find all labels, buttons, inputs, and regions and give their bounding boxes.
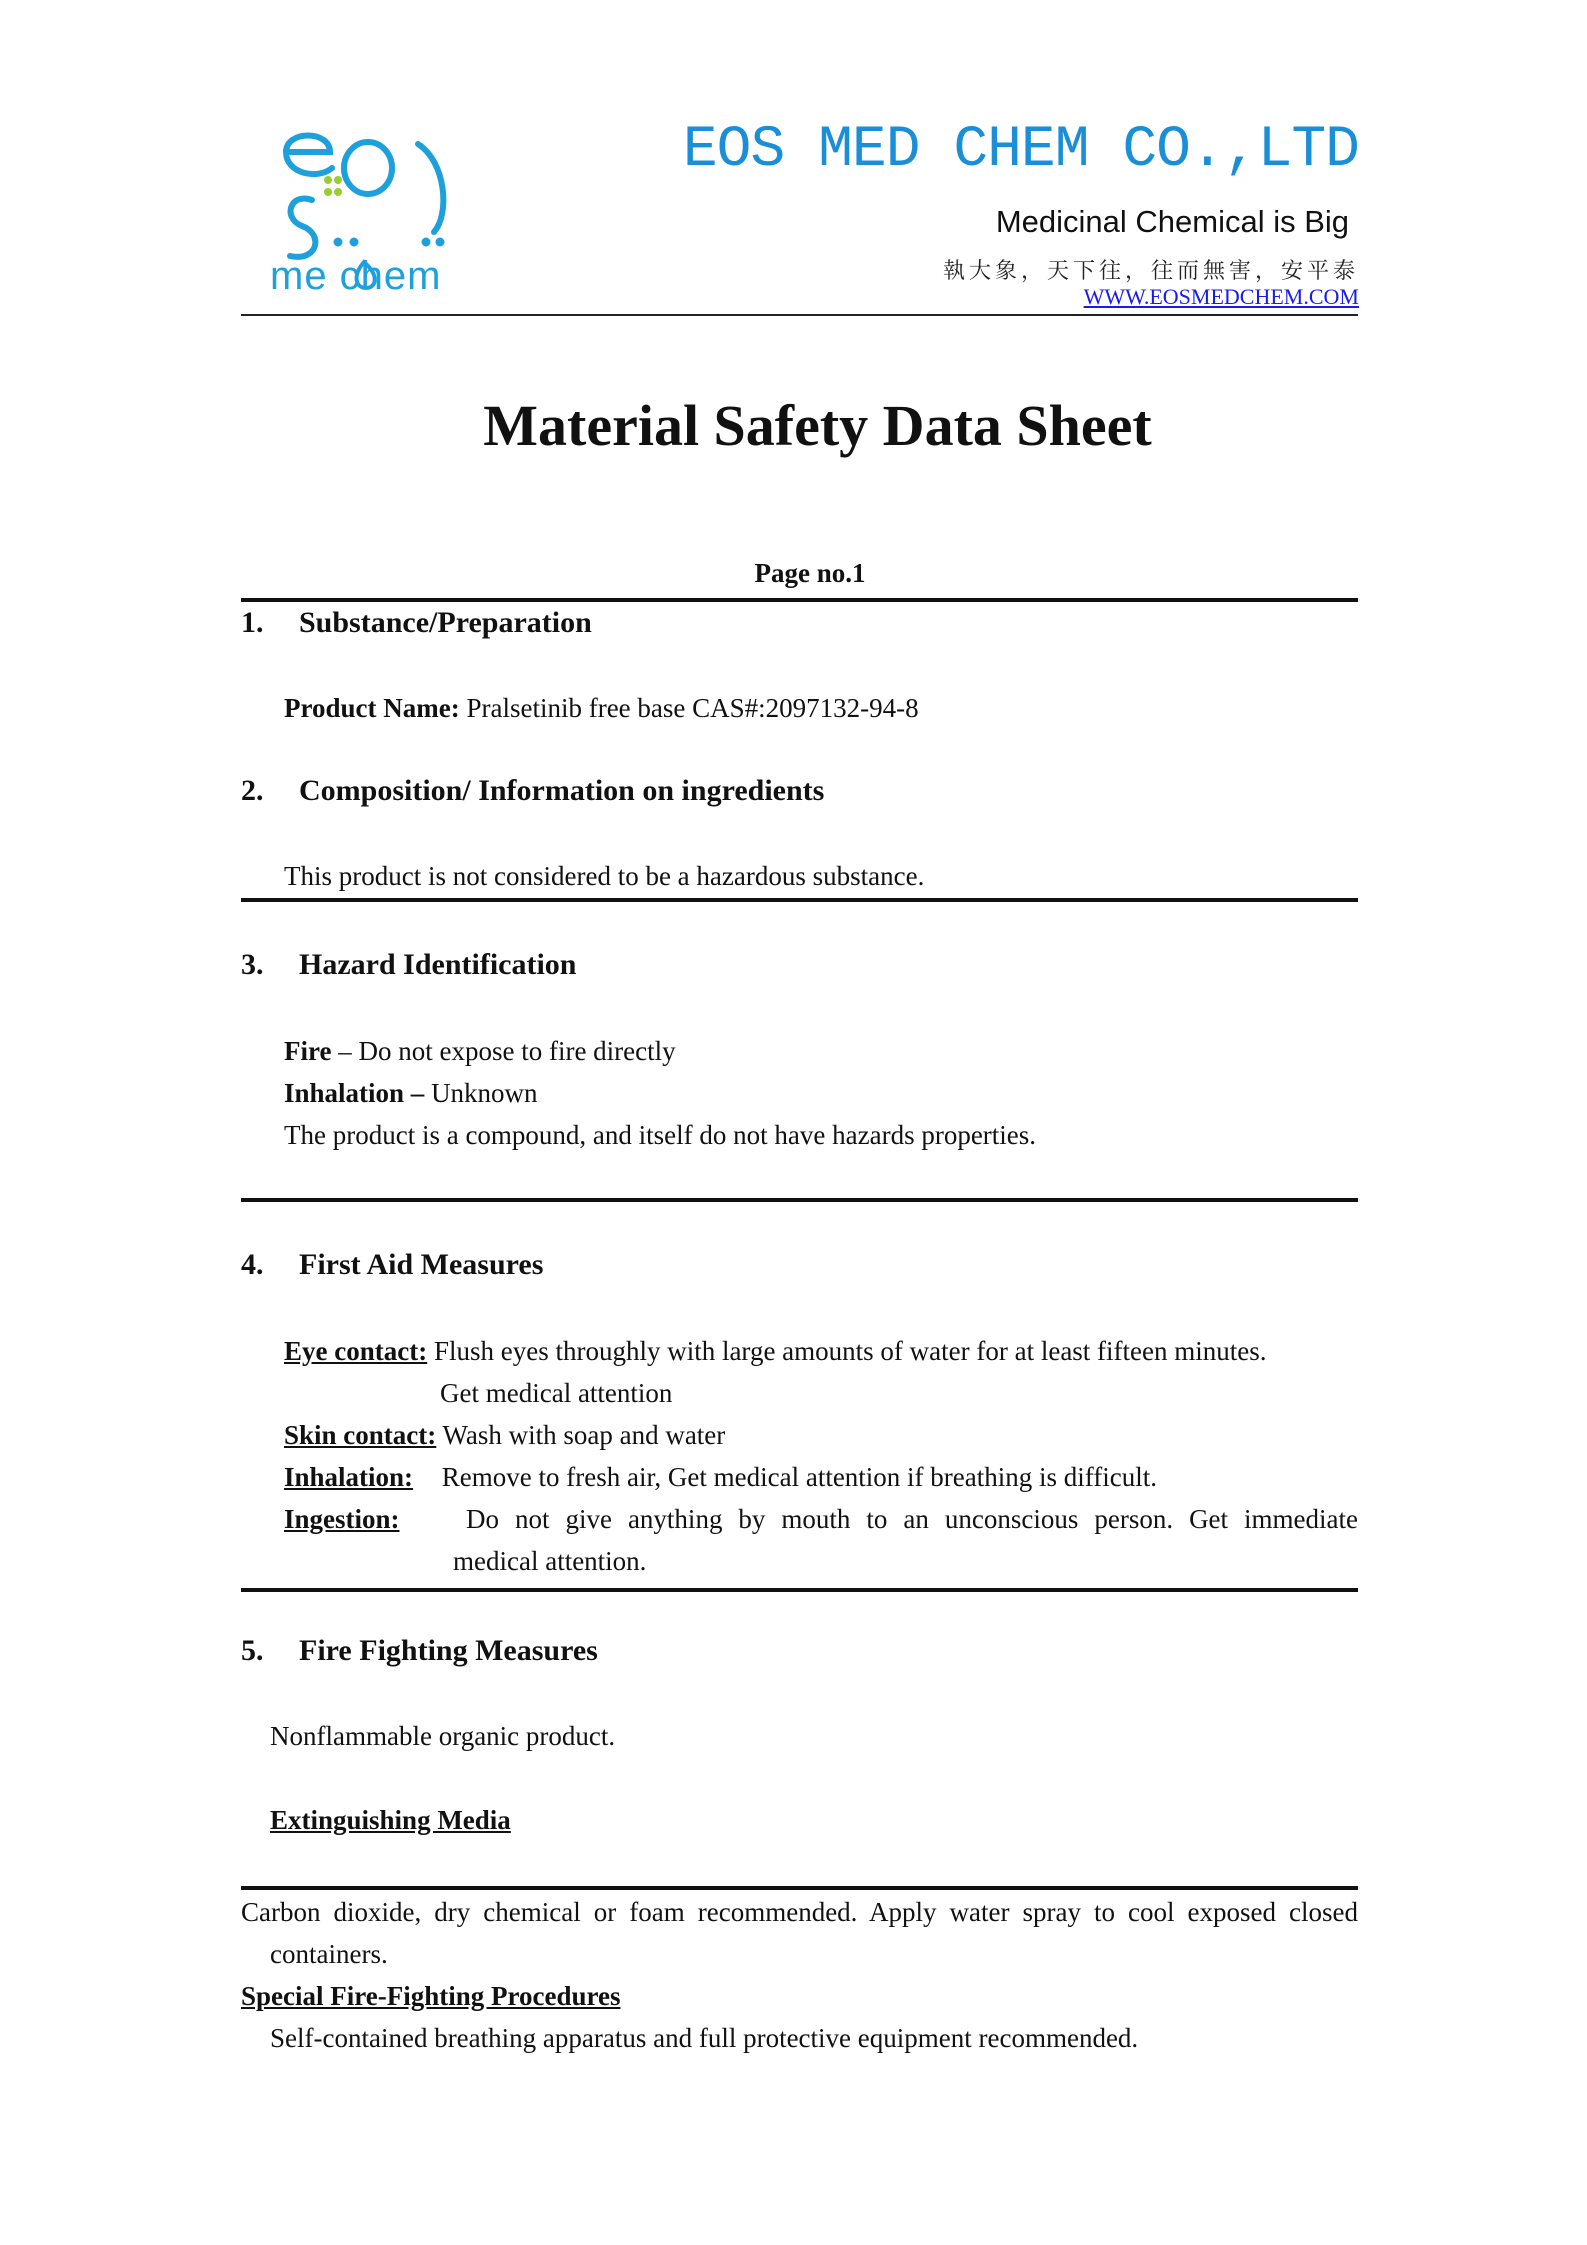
inhalation-value: Unknown (424, 1078, 538, 1108)
section-title: Fire Fighting Measures (299, 1634, 598, 1667)
section-number: 3. (241, 948, 264, 981)
chinese-motto: 執大象，天下往，往而無害，安平泰 (942, 259, 1359, 284)
section-2-heading (241, 774, 824, 808)
section-divider (241, 1886, 1358, 1890)
section-title: Hazard Identification (299, 948, 577, 981)
section-divider (241, 598, 1358, 602)
skin-contact-label: Skin contact: (284, 1420, 437, 1450)
inhalation-hazard-line (284, 1077, 538, 1109)
section-title: Composition/ Information on ingredients (299, 774, 825, 807)
section-title: Substance/Preparation (299, 606, 592, 639)
eye-contact-value-2: Get medical attention (440, 1378, 673, 1408)
extinguishing-media-text: Carbon dioxide, dry chemical or foam recommended. Apply water spray to cool exposed closed (241, 1897, 1358, 1927)
document-title: Material Safety Data Sheet (483, 393, 1152, 458)
ingestion-label: Ingestion: (284, 1504, 400, 1534)
inhalation-label: Inhalation – (284, 1078, 425, 1108)
fire-fighting-text: Nonflammable organic product. (270, 1721, 616, 1751)
section-divider (241, 1198, 1358, 1202)
section-number: 1. (241, 606, 264, 639)
section-divider (241, 898, 1358, 902)
fire-label: Fire (284, 1036, 332, 1066)
section-divider (241, 1588, 1358, 1592)
inhalation-aid-label: Inhalation: (284, 1462, 414, 1492)
ingestion-value: Do not give anything by mouth to an unconscious person. Get immediate (466, 1504, 1358, 1534)
section-title: First Aid Measures (299, 1248, 544, 1281)
company-name: EOS MED CHEM CO.,LTD (682, 118, 1359, 183)
fire-value: – Do not expose to fire directly (331, 1036, 676, 1066)
ingestion-line (284, 1503, 1358, 1535)
slogan: Medicinal Chemical is Big (995, 204, 1349, 239)
eye-contact-value: Flush eyes throughly with large amounts of water for at least fifteen minutes. (433, 1336, 1267, 1366)
skin-contact-line (284, 1419, 725, 1451)
website-link[interactable]: WWW.EOSMEDCHEM.COM (1083, 284, 1359, 309)
special-procedures-label: Special Fire-Fighting Procedures (241, 1981, 621, 2011)
header-divider (241, 314, 1358, 316)
eye-contact-label: Eye contact: (284, 1336, 428, 1366)
inhalation-aid-line (284, 1461, 1157, 1493)
section-number: 4. (241, 1248, 264, 1281)
section-3-heading (241, 948, 577, 982)
hazard-note: The product is a compound, and itself do not have hazards properties. (284, 1120, 1037, 1150)
section-1-heading (241, 606, 592, 640)
ingestion-value-2: medical attention. (453, 1546, 647, 1576)
special-procedures-text: Self-contained breathing apparatus and full protective equipment recommended. (270, 2023, 1139, 2053)
skin-contact-value: Wash with soap and water (442, 1420, 726, 1450)
logo-text: me chem (270, 254, 442, 298)
section-4-heading (241, 1248, 543, 1282)
eye-contact-line (284, 1335, 1267, 1367)
product-name-label: Product Name: (284, 693, 460, 723)
inhalation-aid-value: Remove to fresh air, Get medical attention if breathing is difficult. (441, 1462, 1158, 1492)
section-5-heading (241, 1634, 598, 1668)
fire-hazard-line (284, 1035, 676, 1067)
product-name-line (284, 692, 919, 724)
extinguishing-media-text-2: containers. (270, 1939, 388, 1969)
page-number: Page no.1 (754, 558, 866, 588)
product-name-value: Pralsetinib free base CAS#:2097132-94-8 (466, 693, 919, 723)
composition-text: This product is not considered to be a hazardous substance. (284, 861, 925, 891)
extinguishing-media-label: Extinguishing Media (270, 1805, 511, 1835)
section-number: 5. (241, 1634, 264, 1667)
section-number: 2. (241, 774, 264, 807)
